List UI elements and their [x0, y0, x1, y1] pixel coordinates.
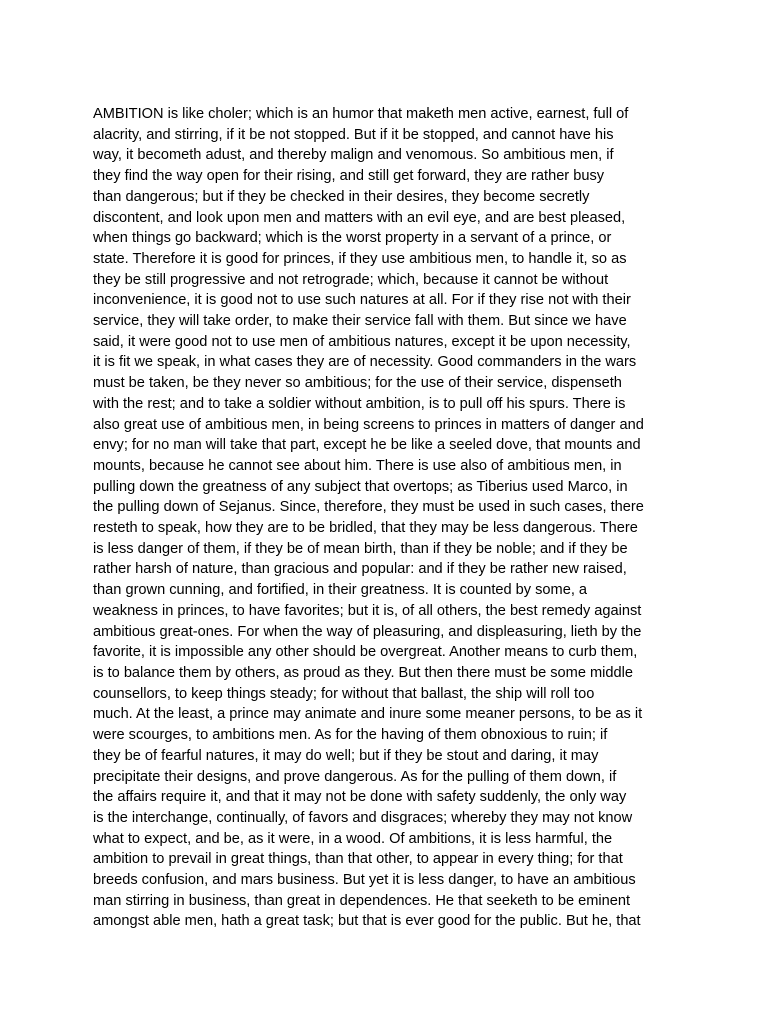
text-line: breeds confusion, and mars business. But yet it is less danger, to have an ambitious: [93, 872, 636, 889]
text-line: they find the way open for their rising, and still get forward, they are rather busy: [93, 168, 605, 185]
text-line: ambitious great-ones. For when the way of pleasuring, and displeasuring, lieth by the: [93, 623, 642, 640]
text-line: precipitate their designs, and prove dangerous. As for the pulling of them down, if: [93, 768, 617, 785]
text-line: amongst able men, hath a great task; but that is ever good for the public. But he, that: [93, 913, 641, 930]
text-line: service, they will take order, to make their service fall with them. But since we have: [93, 313, 627, 330]
text-line: inconvenience, it is good not to use such natures at all. For if they rise not with their: [93, 292, 631, 309]
text-line: they be still progressive and not retrograde; which, because it cannot be without: [93, 271, 609, 288]
text-line: is less danger of them, if they be of mean birth, than if they be noble; and if they be: [93, 540, 628, 557]
text-line: with the rest; and to take a soldier without ambition, is to pull off his spurs. There is: [93, 395, 626, 412]
text-line: than grown cunning, and fortified, in their greatness. It is counted by some, a: [93, 582, 588, 599]
text-line: alacrity, and stirring, if it be not stopped. But if it be stopped, and cannot have his: [93, 126, 614, 143]
text-line: AMBITION is like choler; which is an humor that maketh men active, earnest, full of: [93, 106, 629, 122]
text-line: rather harsh of nature, than gracious and popular: and if they be rather new raised,: [93, 561, 627, 578]
text-line: also great use of ambitious men, in being screens to princes in matters of danger and: [93, 416, 644, 433]
text-line: man stirring in business, than great in dependences. He that seeketh to be eminent: [93, 892, 631, 909]
essay-body-text: [93, 104, 693, 932]
text-line: discontent, and look upon men and matters with an evil eye, and are best pleased,: [93, 209, 626, 226]
text-line: ambition to prevail in great things, than that other, to appear in every thing; for that: [93, 851, 623, 868]
text-line: must be taken, be they never so ambitious; for the use of their service, dispenseth: [93, 375, 622, 392]
text-line: way, it becometh adust, and thereby malign and venomous. So ambitious men, if: [93, 147, 614, 164]
text-line: weakness in princes, to have favorites; but it is, of all others, the best remedy against: [93, 602, 642, 619]
text-line: resteth to speak, how they are to be bridled, that they may be less dangerous. There: [93, 520, 638, 537]
text-line: is the interchange, continually, of favors and disgraces; whereby they may not know: [93, 809, 633, 826]
text-line: is to balance them by others, as proud as they. But then there must be some middle: [93, 664, 633, 681]
text-line: were scourges, to ambitions men. As for the having of them obnoxious to ruin; if: [93, 727, 608, 744]
text-line: state. Therefore it is good for princes, if they use ambitious men, to handle it, so as: [93, 250, 627, 267]
text-line: much. At the least, a prince may animate and inure some meaner persons, to be as it: [93, 706, 643, 723]
text-line: mounts, because he cannot see about him. There is use also of ambitious men, in: [93, 457, 622, 474]
text-line: the affairs require it, and that it may not be done with safety suddenly, the only way: [93, 789, 627, 806]
text-line: pulling down the greatness of any subject that overtops; as Tiberius used Marco, in: [93, 478, 628, 495]
text-line: than dangerous; but if they be checked in their desires, they become secretly: [93, 188, 590, 205]
text-line: favorite, it is impossible any other should be overgreat. Another means to curb them,: [93, 644, 638, 661]
text-line: they be of fearful natures, it may do well; but if they be stout and daring, it may: [93, 747, 599, 764]
text-line: what to expect, and be, as it were, in a wood. Of ambitions, it is less harmful, the: [93, 830, 613, 847]
text-line: envy; for no man will take that part, except he be like a seeled dove, that mounts and: [93, 437, 641, 454]
text-line: counsellors, to keep things steady; for without that ballast, the ship will roll too: [93, 685, 595, 702]
text-line: the pulling down of Sejanus. Since, therefore, they must be used in such cases, there: [93, 499, 644, 516]
text-line: said, it were good not to use men of ambitious natures, except it be upon necessity,: [93, 333, 631, 350]
text-line: when things go backward; which is the worst property in a servant of a prince, or: [93, 230, 612, 247]
text-line: it is fit we speak, in what cases they are of necessity. Good commanders in the wars: [93, 354, 637, 371]
